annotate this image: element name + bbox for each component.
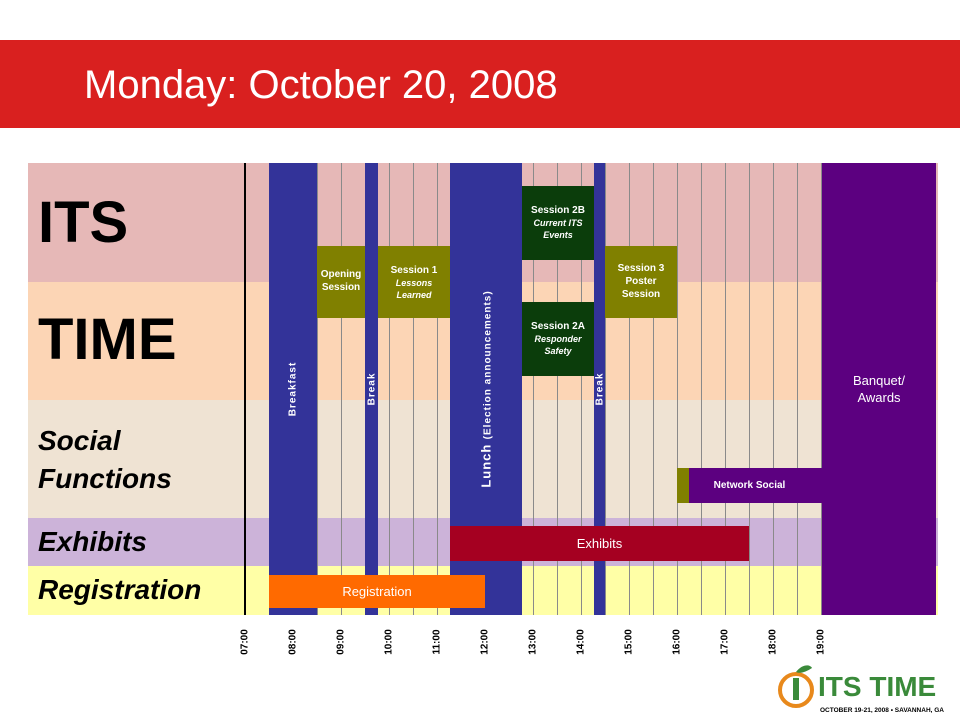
opening-session-block xyxy=(317,246,365,318)
session-2a-line1: Responder xyxy=(534,334,582,344)
time-tick xyxy=(334,622,348,662)
session-2b-block xyxy=(522,186,594,260)
gridline xyxy=(389,163,390,615)
session-3-line1: Session 3 xyxy=(617,263,665,274)
time-tick xyxy=(526,622,540,662)
session-2a-title: Session 2A xyxy=(531,321,585,332)
break-am-block xyxy=(365,163,378,615)
time-tick xyxy=(766,622,780,662)
row-label-social-line2: Functions xyxy=(38,463,172,494)
session-3-line2: Poster xyxy=(625,276,657,287)
lunch-label xyxy=(479,290,494,487)
breakfast-label: Breakfast xyxy=(287,361,299,417)
gridline xyxy=(317,163,318,615)
opening-session-line2: Session xyxy=(321,282,361,293)
session-3-block xyxy=(605,246,677,318)
session-1-title: Session 1 xyxy=(390,265,438,276)
time-tick-label: 18:00 xyxy=(767,629,779,655)
row-label-time: TIME xyxy=(38,307,177,372)
its-time-logo xyxy=(776,662,956,718)
time-tick xyxy=(238,622,252,662)
logo-graphic xyxy=(776,662,956,718)
exhibits-block-label: Exhibits xyxy=(576,536,623,551)
time-tick-label: 13:00 xyxy=(527,629,539,655)
time-tick-label: 11:00 xyxy=(431,629,443,655)
break-pm-label: Break xyxy=(594,372,605,406)
time-tick-label: 08:00 xyxy=(287,629,299,655)
time-tick-label: 16:00 xyxy=(671,629,683,655)
session-2b-title: Session 2B xyxy=(531,205,585,216)
time-tick xyxy=(430,622,444,662)
time-axis-line xyxy=(244,163,246,615)
banquet-awards-block xyxy=(822,163,936,615)
exhibits-block xyxy=(450,526,749,561)
row-label-exhibits: Exhibits xyxy=(38,526,147,557)
row-label-registration: Registration xyxy=(38,574,202,605)
gridline xyxy=(797,163,798,615)
row-label-social-line1: Social xyxy=(38,425,121,456)
lunch-main-text: Lunch xyxy=(478,443,494,488)
logo-leaf xyxy=(796,665,812,672)
gridline xyxy=(413,163,414,615)
gridline xyxy=(773,163,774,615)
banquet-line2: Awards xyxy=(857,390,901,405)
logo-stem xyxy=(793,678,799,700)
time-tick-label: 15:00 xyxy=(623,629,635,655)
time-tick-label: 10:00 xyxy=(383,629,395,655)
session-1-line1: Lessons xyxy=(395,278,433,288)
session-1-block xyxy=(378,246,450,318)
time-tick xyxy=(574,622,588,662)
gridline xyxy=(749,163,750,615)
registration-block-label: Registration xyxy=(342,584,412,599)
opening-session-line1: Opening xyxy=(320,269,362,280)
time-tick xyxy=(718,622,732,662)
time-tick xyxy=(478,622,492,662)
gridline xyxy=(341,163,342,615)
time-tick-label: 07:00 xyxy=(239,629,251,655)
break-am-label: Break xyxy=(366,372,377,406)
time-tick-label: 09:00 xyxy=(335,629,347,655)
session-2b-line1: Current ITS xyxy=(533,218,583,228)
network-social-block xyxy=(677,468,822,503)
time-tick-label: 17:00 xyxy=(719,629,731,655)
logo-tagline: OCTOBER 19-21, 2008 • SAVANNAH, GA xyxy=(820,707,945,714)
session-2a-line2: Safety xyxy=(544,346,572,356)
logo-name: ITS TIME xyxy=(818,671,937,702)
time-tick-label: 19:00 xyxy=(815,629,827,655)
time-tick-label: 14:00 xyxy=(575,629,587,655)
gridline xyxy=(437,163,438,615)
lunch-note-text: (Election announcements) xyxy=(482,290,494,440)
session-2a-block xyxy=(522,302,594,376)
breakfast-block xyxy=(269,163,317,615)
time-tick xyxy=(670,622,684,662)
session-1-line2: Learned xyxy=(396,290,432,300)
page-title: Monday: October 20, 2008 xyxy=(84,63,558,107)
row-label-its: ITS xyxy=(38,190,129,255)
time-tick-label: 12:00 xyxy=(479,629,491,655)
session-3-line3: Session xyxy=(621,289,661,300)
time-tick xyxy=(622,622,636,662)
registration-block xyxy=(269,575,485,608)
title-banner xyxy=(0,40,960,128)
time-tick xyxy=(382,622,396,662)
time-tick xyxy=(814,622,828,662)
time-tick xyxy=(286,622,300,662)
banquet-line1: Banquet/ xyxy=(852,373,906,388)
network-social-label: Network Social xyxy=(713,480,786,491)
session-2b-line2: Events xyxy=(543,230,573,240)
